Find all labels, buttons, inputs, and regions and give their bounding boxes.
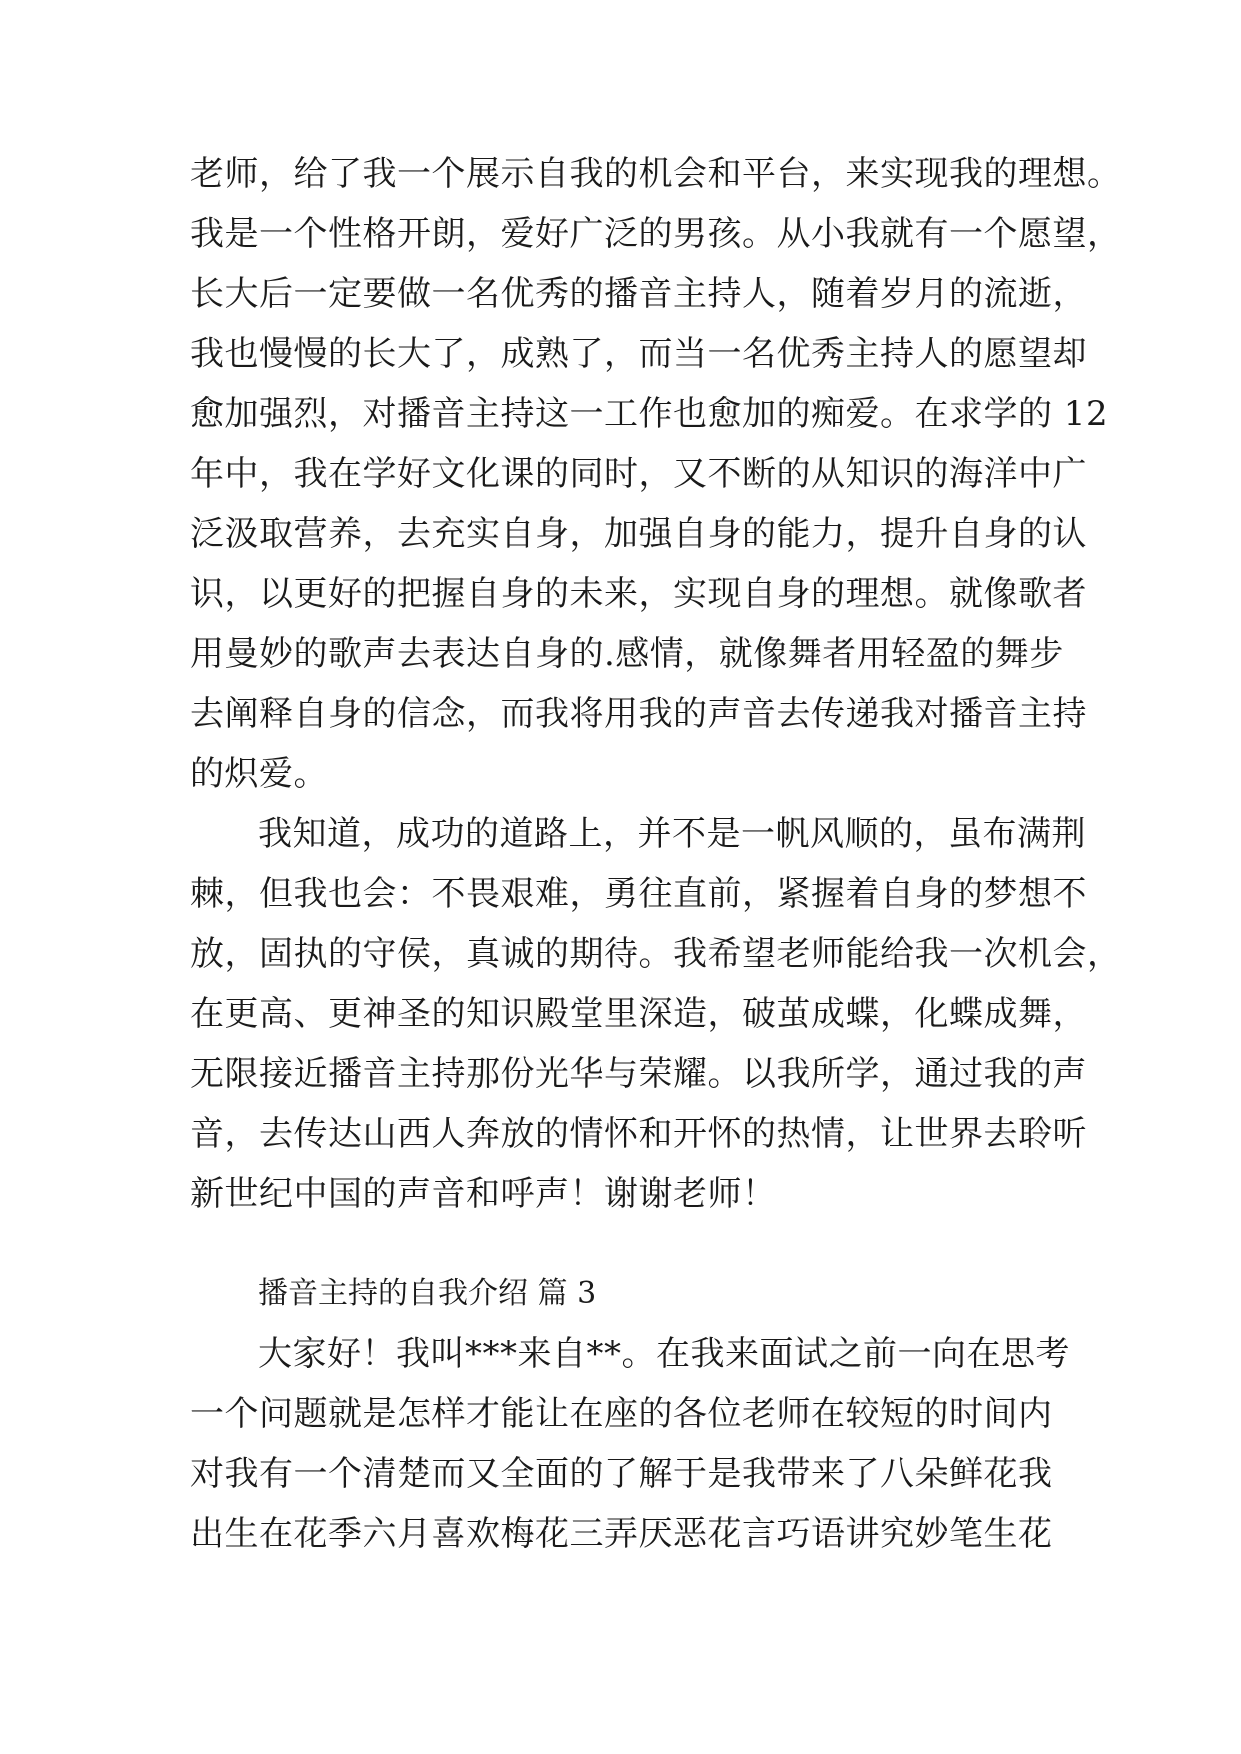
paragraph-1-line-6: 年中，我在学好文化课的同时，又不断的从知识的海洋中广 — [190, 454, 1087, 494]
paragraph-1-line-8: 识，以更好的把握自身的未来，实现自身的理想。就像歌者 — [190, 574, 1087, 614]
paragraph-1-line-7: 泛汲取营养，去充实自身，加强自身的能力，提升自身的认 — [190, 514, 1087, 554]
paragraph-1-line-2: 我是一个性格开朗，爱好广泛的男孩。从小我就有一个愿望， — [190, 214, 1122, 254]
paragraph-2-line-3: 放，固执的守侯，真诚的期待。我希望老师能给我一次机会， — [190, 934, 1122, 974]
paragraph-1-line-10: 去阐释自身的信念，而我将用我的声音去传递我对播音主持 — [190, 694, 1087, 734]
paragraph-1-line-9: 用曼妙的歌声去表达自身的.感情，就像舞者用轻盈的舞步 — [190, 634, 1064, 674]
paragraph-1-line-5: 愈加强烈，对播音主持这一工作也愈加的痴爱。在求学的 12 — [190, 394, 1109, 434]
paragraph-2-line-1: 我知道，成功的道路上，并不是一帆风顺的，虽布满荆 — [258, 814, 1086, 854]
paragraph-3-line-3: 对我有一个清楚而又全面的了解于是我带来了八朵鲜花我 — [190, 1454, 1053, 1494]
paragraph-3-line-1: 大家好！我叫***来自**。在我来面试之前一向在思考 — [258, 1334, 1070, 1374]
paragraph-2-line-5: 无限接近播音主持那份光华与荣耀。以我所学，通过我的声 — [190, 1054, 1087, 1094]
paragraph-2-line-6: 音，去传达山西人奔放的情怀和开怀的热情，让世界去聆听 — [190, 1114, 1087, 1154]
paragraph-3-line-2: 一个问题就是怎样才能让在座的各位老师在较短的时间内 — [190, 1394, 1053, 1434]
paragraph-3-line-4: 出生在花季六月喜欢梅花三弄厌恶花言巧语讲究妙笔生花 — [190, 1514, 1053, 1554]
paragraph-1-line-11: 的炽爱。 — [190, 754, 328, 794]
paragraph-1-line-3: 长大后一定要做一名优秀的播音主持人，随着岁月的流逝， — [190, 274, 1087, 314]
paragraph-2-line-2: 棘，但我也会：不畏艰难，勇往直前，紧握着自身的梦想不 — [190, 874, 1087, 914]
paragraph-1-line-1: 老师，给了我一个展示自我的机会和平台，来实现我的理想。 — [190, 154, 1122, 194]
paragraph-1-line-4: 我也慢慢的长大了，成熟了，而当一名优秀主持人的愿望却 — [190, 334, 1087, 374]
section-heading: 播音主持的自我介绍 篇 3 — [258, 1276, 597, 1311]
paragraph-2-line-4: 在更高、更神圣的知识殿堂里深造，破茧成蝶，化蝶成舞， — [190, 994, 1087, 1034]
paragraph-2-line-7: 新世纪中国的声音和呼声！谢谢老师！ — [190, 1174, 777, 1214]
